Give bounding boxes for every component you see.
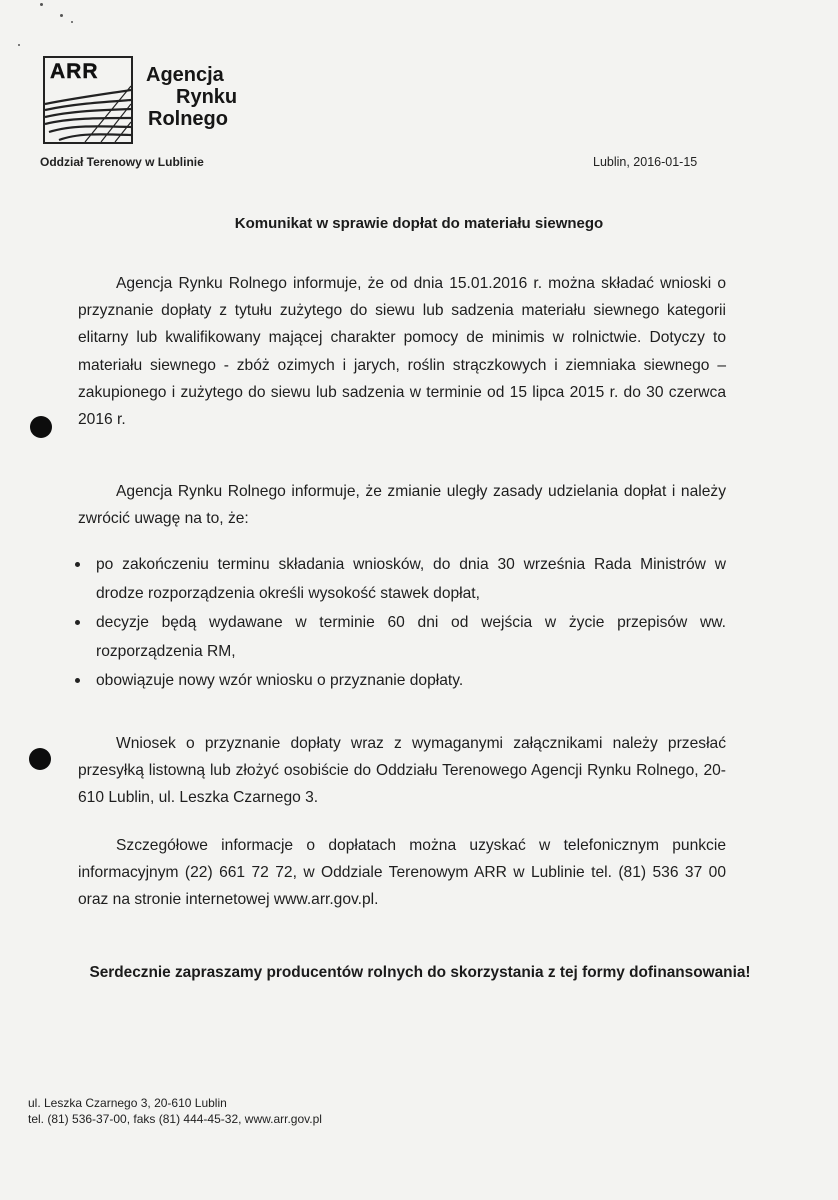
paragraph-rules-changed	[78, 478, 726, 532]
scan-speck	[18, 44, 20, 46]
agency-name	[146, 64, 237, 130]
punch-hole-mark	[29, 748, 51, 770]
paragraph-text: Agencja Rynku Rolnego informuje, że zmianie uległy zasady udzielania dopłat i należy zwrócić uwagę na to, że:	[78, 483, 726, 528]
agency-name-line: Agencja	[146, 64, 224, 86]
agency-name-line: Rolnego	[148, 108, 228, 130]
scan-speck	[40, 3, 43, 6]
scan-speck	[60, 14, 63, 17]
footer-contact: tel. (81) 536-37-00, faks (81) 444-45-32, www.arr.gov.pl	[28, 1112, 322, 1126]
agency-name-line: Rynku	[176, 86, 238, 108]
field-furrows-icon	[45, 82, 131, 142]
paragraph-text: Agencja Rynku Rolnego informuje, że od dnia 15.01.2016 r. można składać wnioski o przyznanie dopłaty z tytułu zużytego do siewu lub sadzenia materiału siewnego kategorii elitarny lub kwalifikowany mającej charakter pomocy de minimis w rolnictwie. Dotyczy to materiału siewnego - zbóż ozimych i jarych, roślin strączkowych i ziemniaka siewnego – zakupionego i zużytego do siewu lub sadzenia w terminie od 15 lipca 2015 r. do 30 czerwca 2016 r.	[78, 275, 726, 429]
document-title: Komunikat w sprawie dopłat do materiału siewnego	[234, 215, 604, 232]
scan-speck	[71, 21, 73, 23]
paragraph-information	[78, 832, 726, 914]
paragraph-text: Wniosek o przyznanie dopłaty wraz z wymaganymi załącznikami należy przesłać przesyłką listowną lub złożyć osobiście do Oddziału Terenowego Agencji Rynku Rolnego, 20-610 Lublin, ul. Leszka Czarnego 3.	[78, 735, 726, 807]
footer-address: ul. Leszka Czarnego 3, 20-610 Lublin	[28, 1096, 227, 1110]
branch-office-label: Oddział Terenowy w Lublinie	[40, 155, 204, 169]
list-item: po zakończeniu terminu składania wniosków, do dnia 30 września Rada Ministrów w drodze rozporządzenia określi wysokość stawek dopłat,	[74, 550, 726, 608]
list-item: decyzje będą wydawane w terminie 60 dni od wejścia w życie przepisów ww. rozporządzenia RM,	[74, 608, 726, 666]
logo-abbreviation: ARR	[50, 60, 99, 83]
list-item: obowiązuje nowy wzór wniosku o przyznanie dopłaty.	[74, 666, 726, 695]
closing-invitation: Serdecznie zapraszamy producentów rolnych do skorzystania z tej formy dofinansowania!	[89, 964, 751, 981]
rules-bullet-list	[74, 550, 726, 695]
paragraph-submission	[78, 730, 726, 812]
punch-hole-mark	[30, 416, 52, 438]
footer	[28, 1095, 322, 1127]
arr-logo	[43, 56, 133, 144]
letter-date: Lublin, 2016-01-15	[593, 155, 698, 169]
paragraph-text: Szczegółowe informacje o dopłatach można uzyskać w telefonicznym punkcie informacyjnym (22) 661 72 72, w Oddziale Terenowym ARR w Lublinie tel. (81) 536 37 00 oraz na stronie internetowej www.arr.gov.pl.	[78, 837, 726, 909]
paragraph-announcement	[78, 270, 726, 433]
